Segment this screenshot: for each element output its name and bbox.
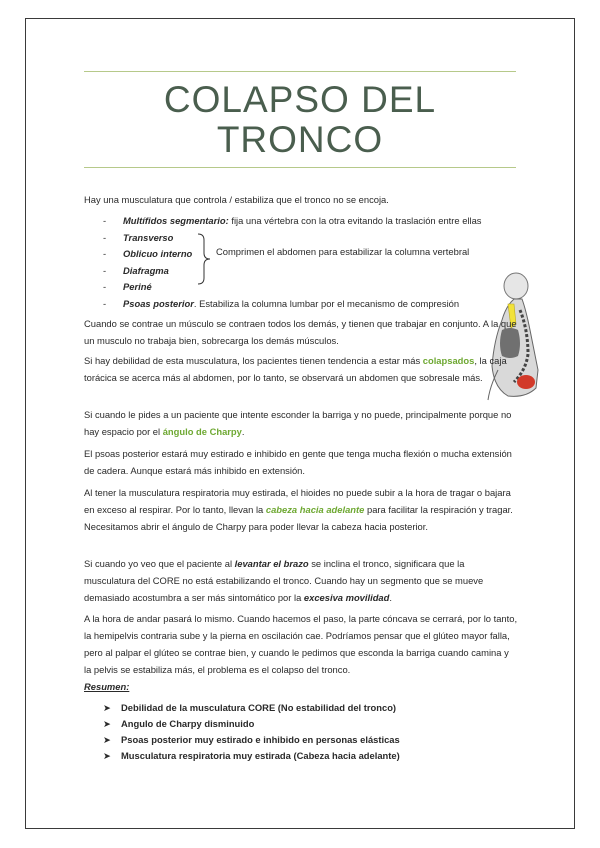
arrow-bullet-icon: ➤ [103, 734, 111, 745]
arrow-bullet-icon: ➤ [103, 750, 111, 761]
muscle-desc: . Estabiliza la columna lumbar por el mecanismo de compresión [193, 297, 460, 309]
paragraph-charpy [84, 406, 518, 440]
summary-text: Debilidad de la musculatura CORE (No estabilidad del tronco) [121, 702, 397, 713]
paragraph-text: . [389, 592, 392, 603]
muscle-name: Multífidos segmentario: [123, 215, 229, 226]
paragraph-text: para facilitar la respiración y tragar. Necesitamos abrir el ángulo de Charpy para poder llevar la cabeza hacia posterior. [84, 504, 513, 532]
paragraph-psoas: El psoas posterior estará muy estirado e inhibido en gente que tenga mucha flexión o mucha extensión de cadera. Aunque estará más inhibido en extensión. [84, 448, 512, 476]
summary-text: Musculatura respiratoria muy estirada (Cabeza hacia adelante) [121, 750, 400, 761]
muscle-item: - Multífidos segmentario: fija una vértebra con la otra evitando la traslación entre ellas [103, 215, 482, 226]
emphasis-excesiva-movilidad: excesiva movilidad [303, 592, 390, 603]
title-rule-top [84, 71, 516, 72]
summary-heading: Resumen: [84, 681, 130, 692]
title-rule-bottom [84, 167, 516, 168]
paragraph-levantar-brazo [84, 555, 518, 606]
paragraph-text: Si cuando yo veo que el paciente al [84, 558, 235, 569]
highlight-angulo-charpy: ángulo de Charpy [162, 426, 242, 437]
intro-paragraph: Hay una musculatura que controla / estabiliza que el tronco no se encoja. [84, 194, 389, 205]
curly-brace-icon [196, 233, 214, 285]
paragraph-text: . [241, 426, 245, 437]
group-note: Comprimen el abdomen para estabilizar la columna vertebral [216, 246, 470, 257]
paragraph-andar: A la hora de andar pasará lo mismo. Cuando hacemos el paso, la parte cóncava se cerrará, por lo tanto, la hemipelvis contraria sube y la pierna en oscilación cae. Podríamos pensar que el glúteo mayor falla, pero al palpar el glúteo se contrae bien, y cuando le pedimos que esconda la barriga cuando camina y la pelvis se estabiliza más, el problema es el colapso del tronco. [84, 613, 518, 675]
paragraph-text: Si hay debilidad de esta musculatura, los pacientes tienen tendencia a estar más [84, 355, 423, 366]
highlight-colapsados: colapsados [422, 355, 475, 366]
muscle-item: - Oblicuo interno [103, 248, 193, 259]
muscle-list [103, 213, 481, 312]
muscle-item: - Periné [103, 281, 152, 292]
emphasis-levantar-brazo: levantar el brazo [234, 558, 309, 569]
summary-text: Angulo de Charpy disminuido [121, 718, 255, 729]
title-line-1: COLAPSO DEL [163, 79, 437, 120]
muscle-item: - Psoas posterior. Estabiliza la columna lumbar por el mecanismo de compresión [103, 297, 460, 309]
summary-item [103, 732, 400, 748]
paragraph-debilidad [84, 352, 518, 386]
muscle-name: Periné [123, 281, 152, 292]
summary-text: Psoas posterior muy estirado e inhibido en personas elásticas [121, 734, 400, 745]
arrow-bullet-icon: ➤ [103, 718, 111, 729]
paragraph-text: se inclina el tronco, significara que la musculatura del CORE no está estabilizando el tronco. Cuando hay un segmento que se mueve demasiado acostumbra a ser más sintomático por la [84, 558, 484, 603]
summary-item [103, 700, 400, 716]
paragraph-text: Si cuando le pides a un paciente que intente esconder la barriga y no puede, principalmente porque no hay espacio por el [84, 409, 512, 437]
paragraph-conjunto: Cuando se contrae un músculo se contraen todos los demás, y tienen que trabajar en conjunto. A la que un musculo no trabaja bien, sobrecarga los demás músculos. [84, 318, 517, 346]
summary-item [103, 716, 400, 732]
muscle-item: - Diafragma [103, 264, 169, 276]
muscle-name: Oblicuo interno [123, 248, 193, 259]
muscle-desc: fija una vértebra con la otra evitando la traslación entre ellas [228, 215, 482, 226]
summary-list [103, 700, 400, 764]
muscle-name: Psoas posterior [123, 297, 194, 309]
muscle-name: Diafragma [123, 264, 169, 276]
muscle-name: Transverso [123, 231, 174, 243]
summary-item [103, 748, 400, 764]
paragraph-respiratoria [84, 484, 518, 535]
paragraph-text: Al tener la musculatura respiratoria muy estirada, el hioides no puede subir a la hora de tragar o bajara en exceso al respirar. Por lo tanto, llevan la [84, 487, 511, 515]
title-line-2: TRONCO [216, 119, 384, 160]
page-title [84, 80, 516, 160]
muscle-item: - Transverso [103, 231, 174, 243]
highlight-cabeza-adelante: cabeza hacia adelante [265, 504, 365, 515]
paragraph-text: , la caja torácica se acerca más al abdomen, por lo tanto, se observará un abdomen que sobresale más. [84, 355, 507, 383]
arrow-bullet-icon: ➤ [103, 702, 111, 713]
